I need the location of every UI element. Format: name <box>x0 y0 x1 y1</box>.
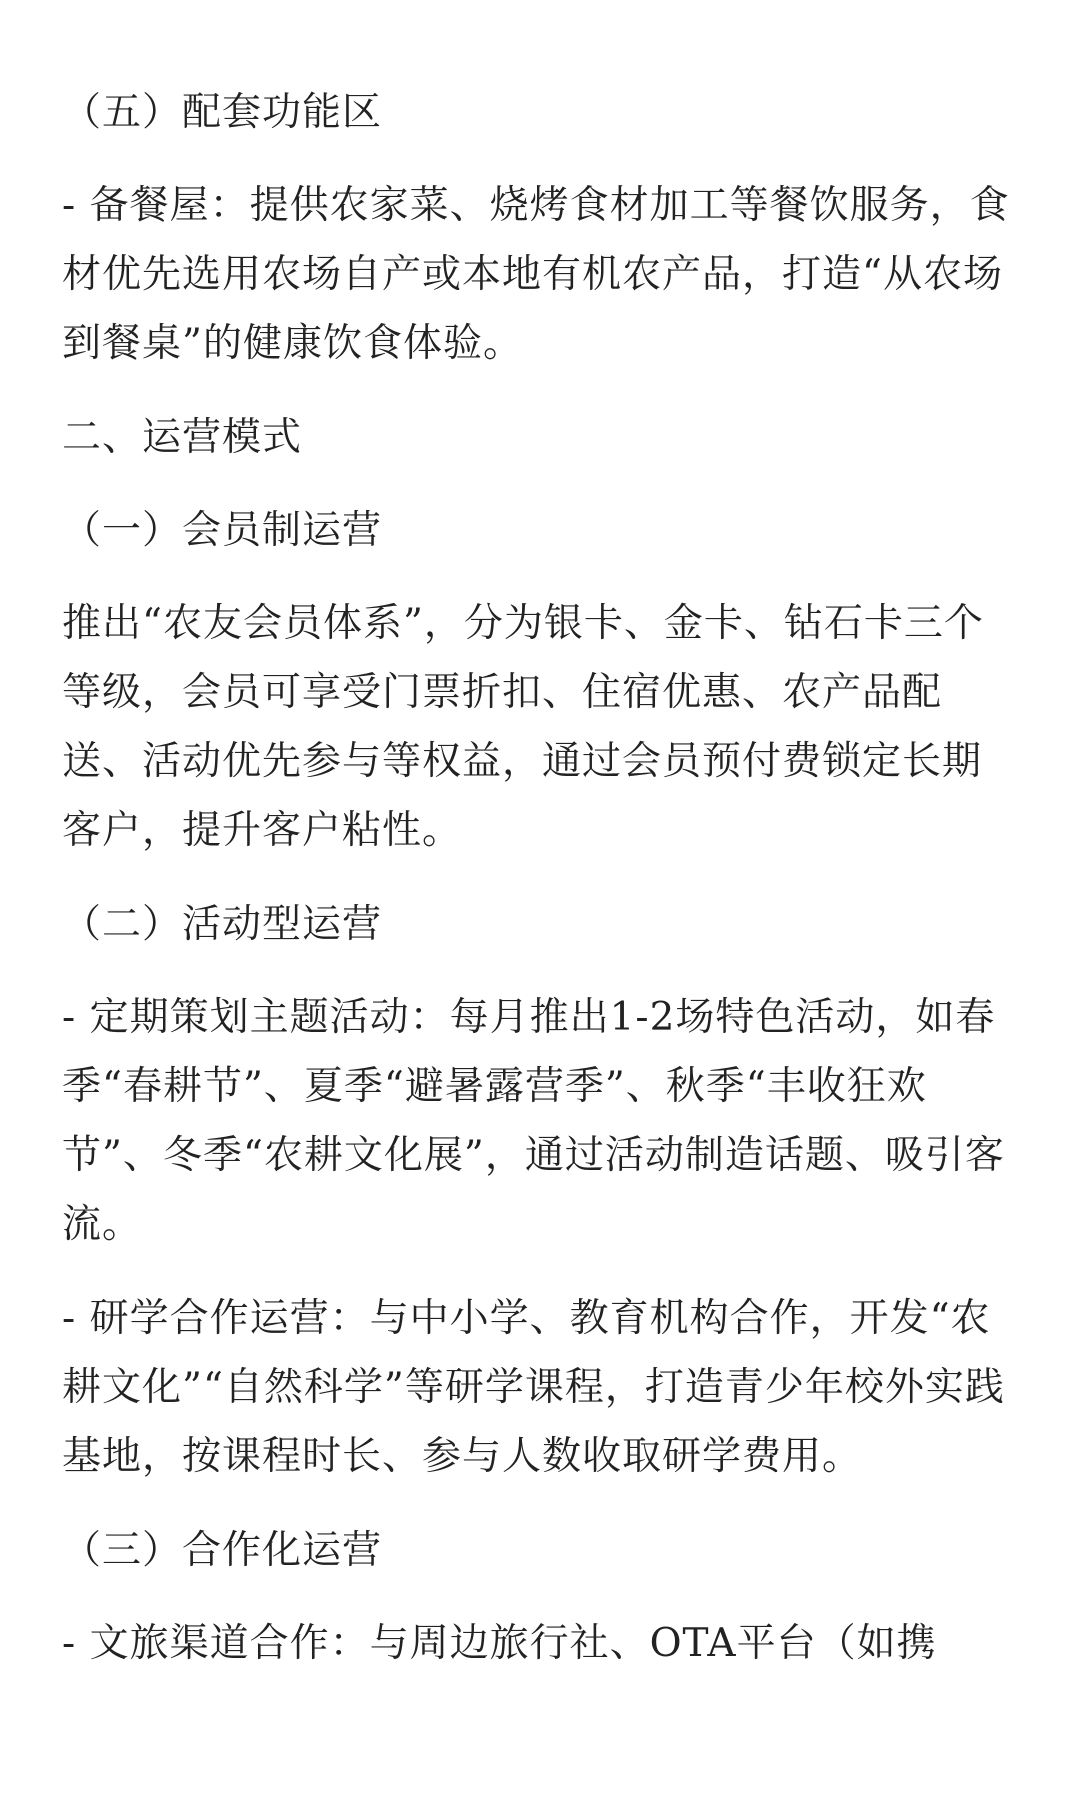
subsection-2-heading: （二）活动型运营 <box>62 902 383 947</box>
section-2-heading: 二、运营模式 <box>62 415 303 460</box>
membership-paragraph: 推出“农友会员体系”，分为银卡、金卡、钻石卡三个等级，会员可享受门票折扣、住宿优惠、农产品配送、活动优先参与等权益，通过会员预付费锁定长期客户，提升客户粘性。 <box>62 601 984 853</box>
travel-channel-item: - 文旅渠道合作：与周边旅行社、OTA平台（如携 <box>62 1621 937 1666</box>
subsection-1-heading: （一）会员制运营 <box>62 508 383 553</box>
themed-events-item: - 定期策划主题活动：每月推出1-2场特色活动，如春季“春耕节”、夏季“避暑露营季”、秋季“丰收狂欢节”、冬季“农耕文化展”，通过活动制造话题、吸引客流。 <box>62 995 1005 1247</box>
subsection-3-heading: （三）合作化运营 <box>62 1528 383 1573</box>
subsection-5-heading: （五）配套功能区 <box>62 90 383 135</box>
study-tour-item: - 研学合作运营：与中小学、教育机构合作，开发“农耕文化”“自然科学”等研学课程，打造青少年校外实践基地，按课程时长、参与人数收取研学费用。 <box>62 1296 1005 1479</box>
kitchen-item: - 备餐屋：提供农家菜、烧烤食材加工等餐饮服务，食材优先选用农场自产或本地有机农产品，打造“从农场到餐桌”的健康饮食体验。 <box>62 183 1010 366</box>
